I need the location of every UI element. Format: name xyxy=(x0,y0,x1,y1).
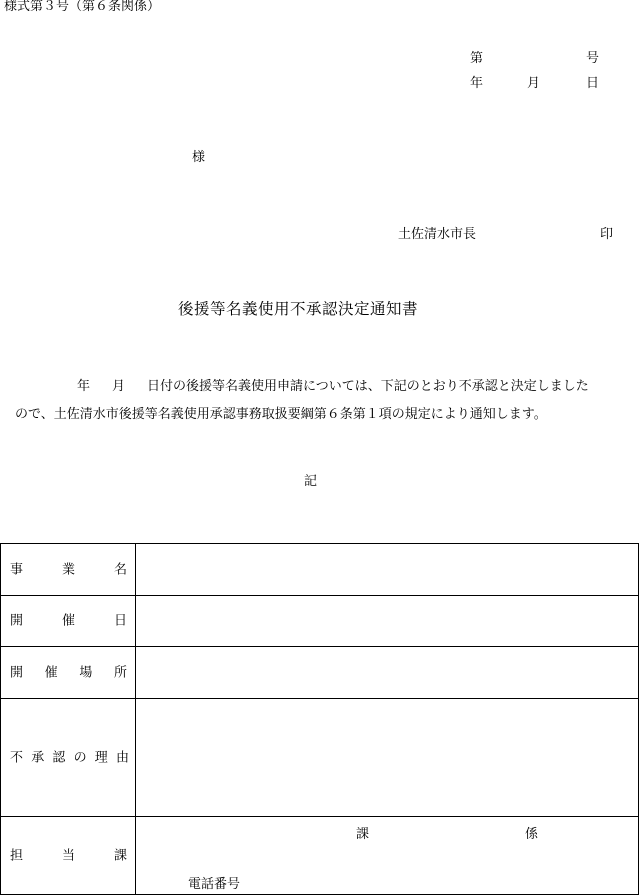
row-label-event-name xyxy=(1,544,136,596)
sender-name: 土佐清水市長 xyxy=(398,227,477,242)
label-char: 業 xyxy=(61,562,75,577)
table-row xyxy=(1,647,639,699)
label-char: 場 xyxy=(79,665,93,680)
event-venue-value xyxy=(136,647,639,699)
label-char: 当 xyxy=(61,848,75,863)
seal-mark: 印 xyxy=(600,227,614,242)
date-day-label: 日 xyxy=(586,76,600,91)
addressee-honorific: 様 xyxy=(192,150,206,165)
rejection-reason-value xyxy=(136,699,639,817)
subsection-label: 係 xyxy=(525,827,539,842)
label-char: の xyxy=(73,750,87,765)
doc-number-suffix: 号 xyxy=(586,51,600,66)
label-char: 認 xyxy=(52,750,66,765)
document-title: 後援等名義使用不承認決定通知書 xyxy=(178,300,419,318)
form-number: 様式第３号（第６条関係） xyxy=(4,0,161,14)
label-char: 事 xyxy=(10,562,24,577)
body-year-label: 年 xyxy=(77,379,91,394)
label-char: 催 xyxy=(61,613,75,629)
label-char: 催 xyxy=(44,665,58,680)
label-char: 課 xyxy=(113,848,127,863)
event-name-value xyxy=(136,544,639,596)
table-row xyxy=(1,544,639,596)
label-char: 日 xyxy=(113,613,127,629)
label-char: 理 xyxy=(94,750,108,765)
table-row xyxy=(1,596,639,647)
event-date-value xyxy=(136,596,639,647)
phone-label: 電話番号 xyxy=(188,877,241,892)
details-table xyxy=(0,543,639,895)
label-char: 由 xyxy=(115,750,129,765)
date-year-label: 年 xyxy=(470,76,484,91)
doc-number-prefix: 第 xyxy=(470,51,484,66)
label-char: 開 xyxy=(10,665,24,680)
label-char: 承 xyxy=(31,750,45,765)
row-label-event-date xyxy=(1,596,136,647)
table-row xyxy=(1,817,639,895)
label-char: 開 xyxy=(10,613,24,629)
body-month-label: 月 xyxy=(112,379,126,394)
body-text-rest: 日付の後援等名義使用申請については、下記のとおり不承認と決定しました xyxy=(147,379,589,394)
label-char: 所 xyxy=(113,665,127,680)
row-label-event-venue xyxy=(1,647,136,699)
label-char: 不 xyxy=(10,750,24,765)
table-row xyxy=(1,699,639,817)
department-contact-cell xyxy=(136,817,639,895)
label-char: 担 xyxy=(10,848,24,863)
body-line-2: ので、土佐清水市後援等名義使用承認事務取扱要綱第６条第１項の規定により通知します。 xyxy=(15,407,547,422)
date-month-label: 月 xyxy=(527,76,541,91)
ki-heading: 記 xyxy=(304,474,318,489)
section-label: 課 xyxy=(356,827,370,842)
body-line-1 xyxy=(77,380,589,393)
label-char: 名 xyxy=(113,562,127,577)
row-label-department xyxy=(1,817,136,895)
row-label-rejection-reason xyxy=(1,699,136,817)
